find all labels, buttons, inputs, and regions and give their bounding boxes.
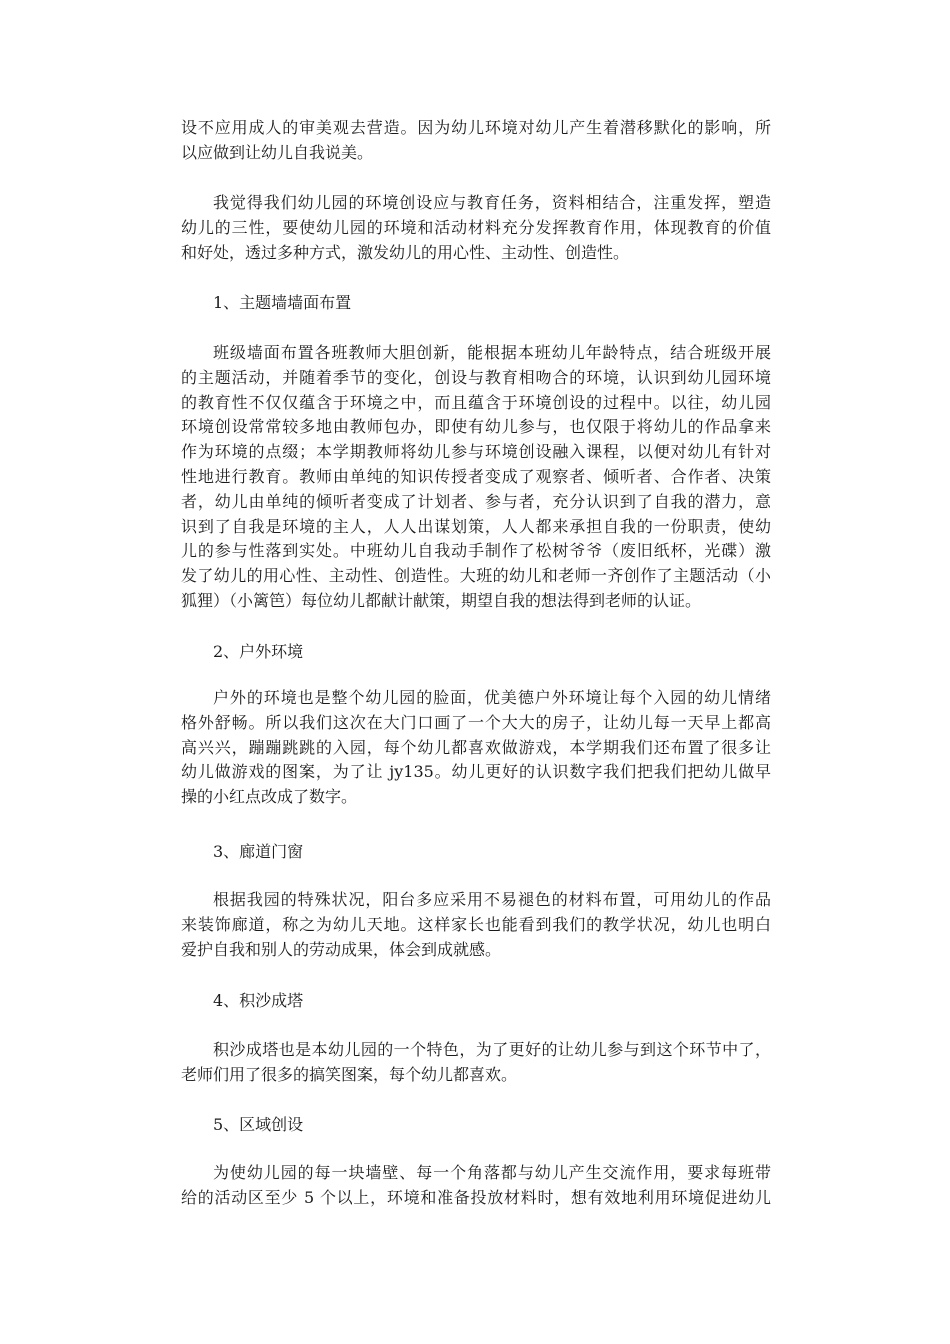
text-line: 幼儿做游戏的图案，为了让 jy135。幼儿更好的认识数字我们把我们把幼儿做早 bbox=[181, 762, 771, 782]
text-line: 格外舒畅。所以我们这次在大门口画了一个大大的房子，让幼儿每一天早上都高 bbox=[181, 712, 771, 732]
text-line: 高兴兴，蹦蹦跳跳的入园，每个幼儿都喜欢做游戏，本学期我们还布置了很多让 bbox=[181, 737, 771, 757]
text-line: 班级墙面布置各班教师大胆创新，能根据本班幼儿年龄特点，结合班级开展 bbox=[213, 343, 771, 362]
text-line: 环境创设常常较多地由教师包办，即使有幼儿参与，也仅限于将幼儿的作品拿来 bbox=[181, 417, 771, 437]
paragraph-5 bbox=[181, 1038, 771, 1088]
section-heading-1: 1、主题墙墙面布置 bbox=[213, 293, 352, 312]
text-line: 给的活动区至少 5 个以上，环境和准备投放材料时，想有效地利用环境促进幼儿 bbox=[181, 1187, 771, 1207]
text-line: 操的小红点改成了数字。 bbox=[181, 787, 358, 807]
text-line: 来装饰廊道，称之为幼儿天地。这样家长也能看到我们的教学状况，幼儿也明白 bbox=[181, 914, 771, 934]
text-line: 设不应用成人的审美观去营造。因为幼儿环境对幼儿产生着潜移默化的影响，所 bbox=[181, 118, 771, 137]
text-line: 发了幼儿的用心性、主动性、创造性。大班的幼儿和老师一齐创作了主题活动（小 bbox=[181, 566, 771, 586]
paragraph-1 bbox=[181, 191, 771, 265]
text-line: 户外的环境也是整个幼儿园的脸面，优美德户外环境让每个入园的幼儿情绪 bbox=[213, 688, 771, 707]
paragraph-3 bbox=[181, 686, 771, 810]
text-line: 者，幼儿由单纯的倾听者变成了计划者、参与者，充分认识到了自我的潜力，意 bbox=[181, 491, 771, 511]
text-line: 儿的参与性落到实处。中班幼儿自我动手制作了松树爷爷（废旧纸杯，光碟）激 bbox=[181, 541, 771, 561]
paragraph-6 bbox=[181, 1161, 771, 1211]
text-line: 积沙成塔也是本幼儿园的一个特色，为了更好的让幼儿参与到这个环节中了， bbox=[213, 1040, 771, 1059]
section-heading-4: 4、积沙成塔 bbox=[213, 991, 304, 1010]
text-line: 狐狸）（小篱笆）每位幼儿都献计献策，期望自我的想法得到老师的认证。 bbox=[181, 590, 702, 610]
section-heading-2: 2、户外环境 bbox=[213, 642, 304, 661]
paragraph-0 bbox=[181, 116, 771, 166]
text-line: 我觉得我们幼儿园的环境创设应与教育任务，资料相结合，注重发挥，塑造 bbox=[213, 193, 771, 212]
text-line: 性地进行教育。教师由单纯的知识传授者变成了观察者、倾听者、合作者、决策 bbox=[181, 466, 771, 486]
text-line: 的教育性不仅仅蕴含于环境之中，而且蕴含于环境创设的过程中。以往，幼儿园 bbox=[181, 392, 771, 412]
text-line: 以应做到让幼儿自我说美。 bbox=[181, 142, 374, 162]
text-line: 爱护自我和别人的劳动成果，体会到成就感。 bbox=[181, 939, 502, 959]
section-heading-5: 5、区域创设 bbox=[213, 1115, 304, 1134]
paragraph-4 bbox=[181, 888, 771, 962]
paragraph-2 bbox=[181, 341, 771, 614]
text-line: 老师们用了很多的搞笑图案，每个幼儿都喜欢。 bbox=[181, 1064, 518, 1084]
text-line: 识到了自我是环境的主人，人人出谋划策，人人都来承担自我的一份职责，使幼 bbox=[181, 516, 771, 536]
text-line: 为使幼儿园的每一块墙壁、每一个角落都与幼儿产生交流作用，要求每班带 bbox=[213, 1163, 771, 1182]
text-line: 的主题活动，并随着季节的变化，创设与教育相吻合的环境，认识到幼儿园环境 bbox=[181, 367, 771, 387]
text-line: 作为环境的点缀；本学期教师将幼儿参与环境创设融入课程，以便对幼儿有针对 bbox=[181, 442, 771, 462]
text-line: 和好处，透过多种方式，激发幼儿的用心性、主动性、创造性。 bbox=[181, 242, 630, 262]
text-line: 幼儿的三性，要使幼儿园的环境和活动材料充分发挥教育作用，体现教育的价值 bbox=[181, 217, 771, 237]
section-heading-3: 3、廊道门窗 bbox=[213, 842, 304, 861]
text-line: 根据我园的特殊状况，阳台多应采用不易褪色的材料布置，可用幼儿的作品 bbox=[213, 890, 771, 909]
